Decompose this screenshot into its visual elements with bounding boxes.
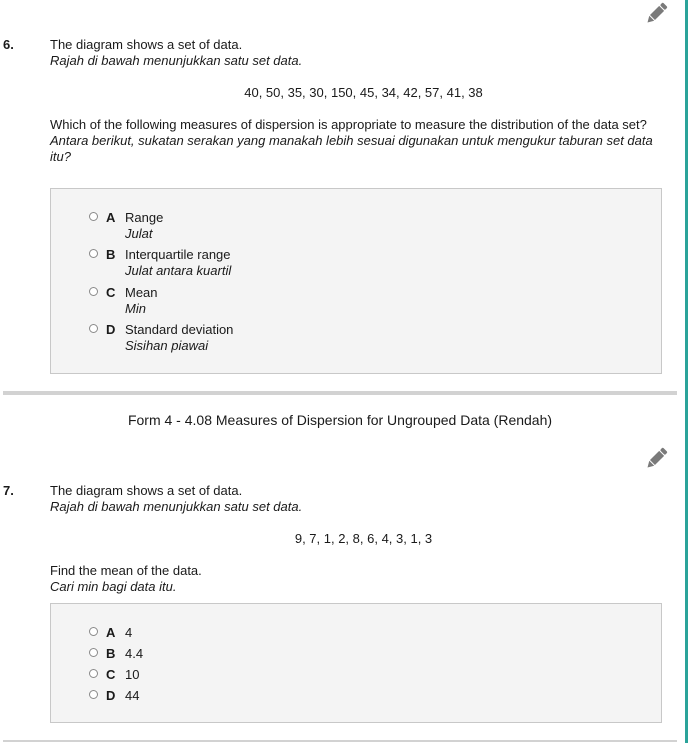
option-b[interactable] <box>89 646 143 662</box>
option-text: 44 <box>125 688 140 703</box>
option-letter: A <box>106 625 116 640</box>
option-d[interactable] <box>89 322 233 354</box>
prompt-malay: Rajah di bawah menunjukkan satu set data. <box>50 53 303 68</box>
option-letter: B <box>106 646 116 661</box>
option-letter: C <box>106 667 116 682</box>
option-text <box>125 322 233 354</box>
option-english: Range <box>125 210 164 225</box>
edit-question-7-button[interactable] <box>643 446 669 472</box>
pencil-icon <box>643 1 669 27</box>
data-values: 9, 7, 1, 2, 8, 6, 4, 3, 1, 3 <box>294 531 433 546</box>
prompt-english: The diagram shows a set of data. <box>50 483 243 498</box>
radio-button[interactable] <box>89 627 98 636</box>
radio-button[interactable] <box>89 690 98 699</box>
option-letter: A <box>106 210 116 225</box>
topic-title: Form 4 - 4.08 Measures of Dispersion for Ungrouped Data (Rendah) <box>127 412 553 428</box>
edit-question-6-button[interactable] <box>643 1 669 27</box>
option-text <box>125 247 231 279</box>
option-a[interactable] <box>89 210 163 242</box>
question-malay: Antara berikut, sukatan serakan yang manakah lebih sesuai digunakan untuk mengukur taburan set data itu? <box>50 133 653 164</box>
option-text <box>125 285 158 317</box>
bottom-divider <box>3 740 677 742</box>
option-d[interactable] <box>89 688 139 704</box>
option-malay: Julat antara kuartil <box>125 263 232 278</box>
question-number: 7. <box>3 483 14 498</box>
option-b[interactable] <box>89 247 231 279</box>
option-english: Interquartile range <box>125 247 231 262</box>
pencil-icon <box>643 446 669 472</box>
question-english: Find the mean of the data. <box>50 563 202 578</box>
option-c[interactable] <box>89 285 158 317</box>
radio-button[interactable] <box>89 669 98 678</box>
prompt-english: The diagram shows a set of data. <box>50 37 243 52</box>
question-number: 6. <box>3 37 14 52</box>
question-malay: Cari min bagi data itu. <box>50 579 177 594</box>
option-malay: Min <box>125 301 146 316</box>
question-prompt <box>50 37 665 69</box>
option-text <box>125 210 163 242</box>
option-malay: Julat <box>125 226 153 241</box>
section-divider <box>3 391 677 395</box>
option-letter: B <box>106 247 116 262</box>
question-prompt <box>50 483 665 515</box>
option-text: 10 <box>125 667 140 682</box>
question-text <box>50 563 665 595</box>
question-english: Which of the following measures of dispersion is appropriate to measure the distribution of the data set? <box>50 117 647 132</box>
option-malay: Sisihan piawai <box>125 338 209 353</box>
radio-button[interactable] <box>89 287 98 296</box>
radio-button[interactable] <box>89 249 98 258</box>
option-letter: D <box>106 688 116 703</box>
option-english: Mean <box>125 285 158 300</box>
right-edge-rule <box>685 0 688 743</box>
option-a[interactable] <box>89 625 132 641</box>
radio-button[interactable] <box>89 212 98 221</box>
option-text: 4.4 <box>125 646 144 661</box>
option-english: Standard deviation <box>125 322 234 337</box>
question-text <box>50 117 665 165</box>
option-c[interactable] <box>89 667 139 683</box>
radio-button[interactable] <box>89 324 98 333</box>
answer-options-box <box>50 603 662 723</box>
option-letter: D <box>106 322 116 337</box>
option-letter: C <box>106 285 116 300</box>
radio-button[interactable] <box>89 648 98 657</box>
data-values: 40, 50, 35, 30, 150, 45, 34, 42, 57, 41, 38 <box>244 85 483 100</box>
answer-options-box <box>50 188 662 374</box>
option-text: 4 <box>125 625 133 640</box>
prompt-malay: Rajah di bawah menunjukkan satu set data. <box>50 499 303 514</box>
